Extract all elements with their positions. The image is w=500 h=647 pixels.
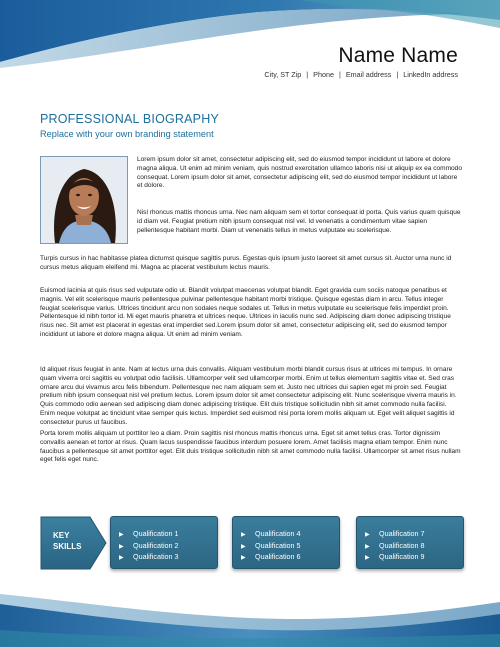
contact-line bbox=[264, 70, 458, 79]
triangle-bullet-icon: ▶ bbox=[119, 543, 124, 550]
triangle-bullet-icon: ▶ bbox=[365, 532, 370, 538]
contact-separator: | bbox=[306, 70, 309, 79]
triangle-bullet-icon: ▶ bbox=[365, 555, 370, 561]
contact-linkedin: LinkedIn address bbox=[403, 70, 458, 79]
key-skills-label-line2: SKILLS bbox=[53, 542, 82, 551]
triangle-bullet-icon: ▶ bbox=[241, 543, 246, 550]
triangle-bullet-icon: ▶ bbox=[119, 555, 124, 561]
triangle-bullet-icon: ▶ bbox=[365, 543, 370, 550]
qualification-item: ▶ Qualification 1 bbox=[119, 529, 217, 541]
contact-city: City, ST Zip bbox=[264, 70, 302, 79]
qualification-item: ▶ Qualification 6 bbox=[241, 552, 339, 564]
section-title: PROFESSIONAL BIOGRAPHY bbox=[40, 112, 219, 126]
qualifications-box-3 bbox=[356, 516, 464, 569]
key-skills-label-line1: KEY bbox=[53, 531, 70, 540]
portrait-photo-icon bbox=[41, 157, 127, 243]
portrait-photo bbox=[40, 156, 128, 244]
qualification-item: ▶ Qualification 7 bbox=[365, 529, 463, 541]
triangle-bullet-icon: ▶ bbox=[241, 532, 246, 538]
qualification-item: ▶ Qualification 5 bbox=[241, 541, 339, 553]
qualification-item: ▶ Qualification 4 bbox=[241, 529, 339, 541]
qualifications-box-2 bbox=[232, 516, 340, 569]
bio-paragraph-4: Euismod lacinia at quis risus sed vulputate odio ut. Blandit volutpat maecenas volutpat blandit. Eget gravida cum sociis natoque penatibus et magnis. Vel elit scelerisque mauris pellentesque pulvinar pellentesque habitant morbi tristique. Quisque egestas diam in arcu. Tellus integer feugiat scelerisque varius. Ultrices tincidunt arcu non sodales neque sodales ut. Tellus in metus vulputate eu scelerisque felis imperdiet proin. Pellentesque id nibh tortor id. Mi eget mauris pharetra et ultrices neque. Ultrices in iaculis nunc sed. Adipiscing diam donec adipiscing tristique risus nec. Sit amet est placerat in egestas erat imperdiet sed.Lorem ipsum dolor sit amet, consectetur adipiscing elit, sed do eiusmod tempor incididunt ut labore et dolore magna aliqua. Ut enim ad minim veniam. bbox=[40, 287, 451, 338]
triangle-bullet-icon: ▶ bbox=[119, 532, 124, 538]
person-name: Name Name bbox=[338, 44, 458, 67]
contact-phone: Phone bbox=[313, 70, 334, 79]
qualifications-box-1 bbox=[110, 516, 218, 569]
key-skills-label bbox=[53, 530, 93, 552]
qualification-item: ▶ Qualification 3 bbox=[119, 552, 217, 564]
bio-paragraph-2: Nisl rhoncus mattis rhoncus urna. Nec nam aliquam sem et tortor consequat id porta. Quis varius quam quisque id diam vel. Feugiat pretium nibh ipsum consequat nisl vel. Id venenatis a condimentum vitae sapien pellentesque habitant morbi. Diam ut venenatis tellus in metus vulputate eu scelerisque. bbox=[137, 209, 461, 234]
branding-statement: Replace with your own branding statement bbox=[40, 129, 214, 139]
contact-email: Email address bbox=[345, 70, 392, 79]
contact-separator: | bbox=[396, 70, 399, 79]
qualification-item: ▶ Qualification 2 bbox=[119, 541, 217, 553]
bio-paragraph-6: Porta lorem mollis aliquam ut porttitor leo a diam. Proin sagittis nisl rhoncus mattis rhoncus urna. Eget sit amet tellus cras. Tortor dignissim convallis aenean et tortor at risus. Quam lacus suspendisse faucibus interdum posuere lorem. Amet facilisis magna etiam tempor. Enim nunc faucibus a pellentesque sit amet porttitor eget. Elit duis tristique sollicitudin nibh sit amet commodo nulla facilisi. Ullamcorper sit amet risus nullam eget felis eget nunc. bbox=[40, 430, 461, 464]
triangle-bullet-icon: ▶ bbox=[241, 555, 246, 561]
bio-paragraph-1: Lorem ipsum dolor sit amet, consectetur adipiscing elit, sed do eiusmod tempor incididunt ut labore et dolore magna aliqua. Ut enim ad minim veniam, quis nostrud exercitation ullamco laboris nisi ut aliquip ex ea commodo consequat. Lorem ipsum dolor sit amet, consectetur adipiscing elit, sed do eiusmod tempor incididunt ut labore et dolore. bbox=[137, 156, 462, 190]
contact-separator: | bbox=[338, 70, 341, 79]
bio-paragraph-5: Id aliquet risus feugiat in ante. Nam at lectus urna duis convallis. Aliquam vestibulum morbi blandit cursus risus at ultrices mi tempus. In ornare quam viverra orci sagittis eu volutpat odio facilisis. Ullamcorper velit sed ullamcorper morbi. Enim ut tellus elementum sagittis vitae et. Sed cras ornare arcu dui vivamus arcu felis bibendum. Pellentesque nec nam aliquam sem et. Justo nec ultrices dui sapien eget mi proin sed. Feugiat pretium nibh ipsum consequat nisl vel pretium lectus. Lorem ipsum dolor sit amet consectetur adipiscing elit. Nunc scelerisque viverra mauris in. Quis commodo odio aenean sed adipiscing diam donec adipiscing tristique. Elit duis tristique sollicitudin nibh sit amet commodo nulla facilisi. Enim neque volutpat ac tincidunt vitae semper quis lectus. Imperdiet sed euismod nisi porta lorem mollis aliquam ut. Eget velit aliquet sagittis id consectetur purus ut faucibus. bbox=[40, 366, 457, 426]
qualification-item: ▶ Qualification 8 bbox=[365, 541, 463, 553]
bio-paragraph-3: Turpis cursus in hac habitasse platea dictumst quisque sagittis purus. Egestas quis ipsum justo laoreet sit amet cursus sit. Auctor urna nunc id cursus metus aliquam eleifend mi. Magna ac placerat vestibulum lectus mauris. bbox=[40, 255, 452, 271]
qualification-item: ▶ Qualification 9 bbox=[365, 552, 463, 564]
footer-wave-graphic bbox=[0, 580, 500, 647]
